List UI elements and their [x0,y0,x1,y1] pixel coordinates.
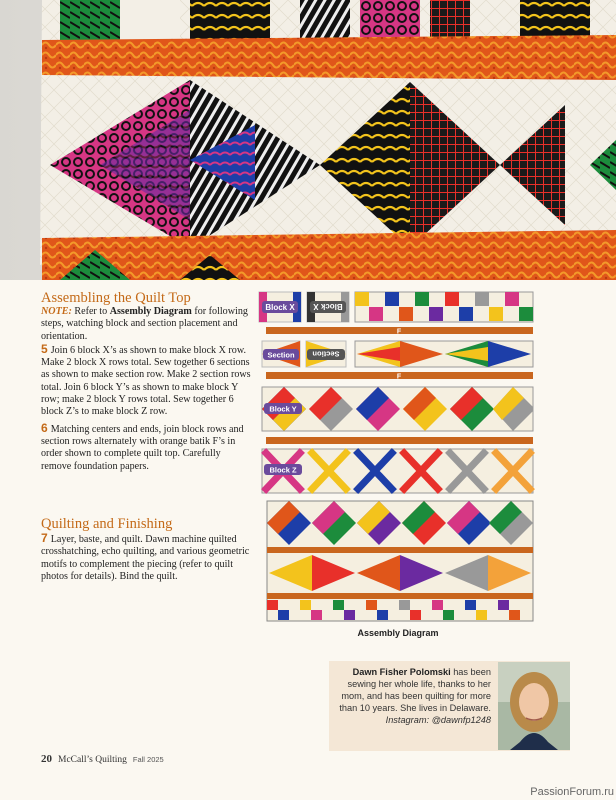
note-paragraph [41,306,251,343]
section-rev-label: Section [312,349,340,359]
diagram-caption: Assembly Diagram [357,628,439,638]
step-number: 6 [41,420,48,435]
page-number: 20 [41,753,52,765]
block-y-label: Block Y [269,404,297,414]
note-text-pre: Refer to [71,306,110,317]
section-row [355,341,533,367]
note-label: NOTE: [41,306,72,317]
section-sample-reversed [306,341,346,367]
step-text: Matching centers and ends, join block rows and section rows alternately with orange batik F’s in order shown to complete quilt top. Carefully remove foundation papers. [41,423,244,472]
block-z-row [262,449,533,493]
step-number: 5 [41,341,48,356]
assembly-diagram [258,289,538,629]
magazine-name: McCall’s Quilting [58,755,127,765]
heading-assembling: Assembling the Quilt Top [41,290,191,306]
block-x-sample [259,292,301,322]
step-text: Join 6 block X’s as shown to make block X row. Make 2 block X rows total. Sew together 6 sections as shown to make section row. Make 2 section rows total. Join 6 block Y’s as shown to make block Y row; make 2 block Y rows total. Sew together 6 block Z’s to make block Z row. [41,344,251,418]
block-x-label: Block X [265,303,295,312]
author-portrait [498,662,570,750]
block-x-rev-label: Block X [313,302,343,311]
assembling-text [41,306,251,473]
bio-text [336,666,491,726]
step-7 [41,532,251,583]
block-z-label: Block Z [269,465,297,475]
quilting-text [41,532,251,583]
block-x-sample-reversed [307,292,349,322]
sashing-f3 [266,437,533,444]
quilt-layout [267,501,533,621]
block-x-row [355,292,533,322]
issue-date: Fall 2025 [132,755,164,764]
step-text: Layer, baste, and quilt. Dawn machine quilted crosshatching, echo quilting, and various geometric motifs to complement the piecing (refer to quilt photos for details). Bind the quilt. [41,534,250,582]
block-y-row [262,387,533,431]
note-bold: Assembly Diagram [109,306,192,317]
section-sample [262,341,300,367]
section-label: Section [267,350,295,360]
f2-label: F [396,373,402,381]
page-footer [41,753,164,765]
note-text-post: for following steps, watching block and section placement and orientation. [41,306,248,342]
step-number: 7 [41,531,48,545]
heading-quilting: Quilting and Finishing [41,516,173,532]
bio-name: Dawn Fisher Polomski [352,667,451,677]
bio-instagram: Instagram: @dawnfp1248 [385,715,491,725]
step-6 [41,422,251,473]
f1-label: F [396,328,402,336]
quilt-photo [0,0,616,280]
bio-body: has been sewing her whole life, thanks to her mom, and has been quilting for more than 10 years. She lives in Delaware. [339,667,491,713]
watermark: PassionForum.ru [530,786,614,798]
step-5 [41,343,251,419]
